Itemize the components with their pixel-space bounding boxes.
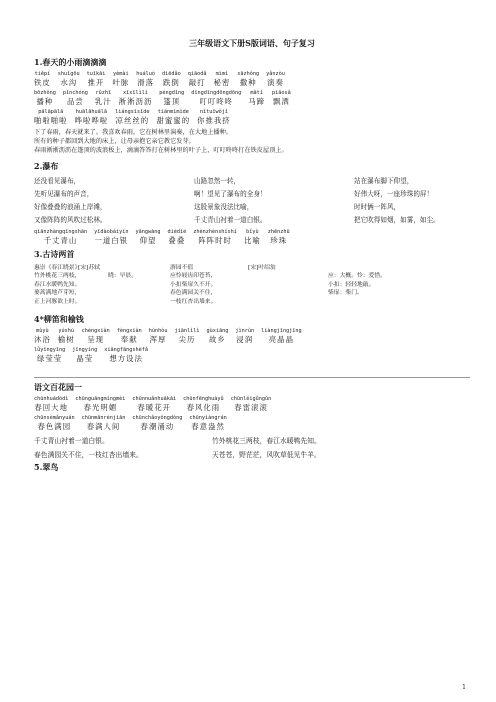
section-heading-4: 4*柳笛和榆钱 [34, 314, 84, 325]
pinyin: yǎngwàng [135, 229, 161, 235]
poem-cell: 小扣：轻轻地敲。 [328, 281, 375, 288]
vocab-word [34, 90, 56, 106]
hanzi: 飘洒 [273, 97, 290, 106]
pinyin: yúshù [58, 328, 74, 335]
poem-table-row [34, 281, 470, 289]
hanzi: 演奏 [267, 78, 284, 87]
poem-row [34, 214, 470, 226]
vocab-word [34, 396, 68, 412]
vocab-word [231, 396, 272, 412]
poem-cell: 柴扉：柴门。 [328, 290, 363, 297]
hanzi: 淅淅沥沥 [118, 97, 153, 106]
pinyin: huālāhuālā [75, 109, 107, 115]
poem-line: 千丈青山衬着一道白银。 [194, 216, 267, 224]
poem-table-row [34, 289, 470, 297]
sentence: 春雨淅淅沥沥在篷顶的波浪板上，滴滴答答打在树林里的叶子上，叮叮咚咚打在铁皮屋顶上。 [34, 147, 288, 154]
hanzi: 敲打 [188, 78, 206, 87]
garden-lines [34, 434, 470, 462]
pinyin: yǎnzòu [266, 71, 285, 77]
pinyin: chūnnuǎnhuākāi [132, 396, 177, 403]
vocab-word [58, 328, 75, 344]
hanzi: 仰望 [139, 236, 157, 245]
hanzi: 春雷滚滚 [234, 403, 268, 413]
pinyin: chūnyìàngrán [189, 415, 227, 422]
hanzi: 春光明媚 [83, 403, 118, 413]
section-heading-garden: 语文百花园一 [34, 382, 82, 393]
vocab-word [167, 229, 186, 245]
vocab-word [95, 90, 112, 106]
vocab-word [82, 328, 110, 344]
hanzi: 叠叠 [168, 236, 186, 245]
pinyin: chūnfēnghuàyǔ [183, 396, 224, 403]
vocab-row-2 [34, 229, 470, 245]
pinyin: chūnsèmǎnyuán [34, 415, 75, 422]
vocab-word [34, 109, 68, 125]
poem-line: 啊！望见了瀑布的全身！ [194, 190, 267, 198]
hanzi: 春潮涌动 [140, 422, 175, 432]
hanzi: 秘密 [213, 78, 231, 87]
poem-cell: 春江水暖鸭先知。 [34, 281, 81, 288]
hanzi: 绿莹莹 [37, 354, 63, 364]
poem-line: 这股景象没法比喻， [194, 203, 254, 211]
hanzi: 春风化雨 [186, 403, 221, 413]
vocab-word [213, 71, 230, 87]
garden-line-row [34, 434, 470, 448]
vocab-word [34, 229, 87, 245]
vocab-word [82, 415, 126, 431]
poem-line: 好像叠叠的浪涌上岸滩， [34, 203, 107, 211]
pinyin: mìmì [215, 71, 229, 77]
pinyin: chūnguāngmíngmèi [75, 396, 126, 403]
hanzi: 水沟 [60, 78, 78, 87]
pinyin: chūnmǎnrénjiān [81, 415, 126, 422]
hanzi: 浸润 [236, 335, 254, 345]
ancient-poems [34, 264, 470, 306]
poem-cell: 应怜屐齿印苍苔， [170, 273, 217, 280]
pinyin: bǐyù [246, 229, 259, 235]
vocab-word [197, 109, 231, 125]
poem-cell: 晓：早晨。 [108, 273, 137, 280]
hanzi: 浑厚 [149, 335, 167, 345]
pinyin: chūnhuádòdì [34, 396, 69, 403]
hanzi: 春暖花开 [137, 403, 171, 413]
poem-table-row [34, 272, 470, 280]
vocab-word [189, 415, 226, 431]
pinyin: chéngxiàn [81, 328, 110, 335]
pinyin: lǜyīngyīng [34, 347, 66, 354]
pinyin: xīxīlìlì [122, 90, 148, 96]
hanzi: 故乡 [208, 335, 226, 345]
vocab-word [272, 90, 291, 106]
pinyin: pālāpālā [38, 109, 64, 115]
hanzi: 凉丝丝的 [115, 116, 150, 125]
vocab-word [94, 229, 128, 245]
vocab-row [34, 347, 470, 363]
pinyin: zhēnzhū [267, 229, 290, 235]
hanzi: 春回大地 [34, 403, 68, 413]
hanzi: 春意盎然 [191, 422, 225, 432]
vocab-word [34, 415, 75, 431]
hanzi: 品尝 [66, 97, 84, 106]
hanzi: 叮叮咚咚 [199, 97, 234, 106]
hanzi: 沐浴 [34, 335, 51, 345]
sentence: 下了春雨，春天就来了。我喜欢春雨，它在树林里演奏，在大地上播种。 [34, 129, 232, 136]
vocab-grid-1 [34, 71, 470, 125]
pinyin: tiěpí [34, 71, 51, 77]
hanzi: 春色满园 [37, 422, 72, 432]
hanzi: 铁皮 [34, 78, 51, 87]
vocab-word [63, 90, 88, 106]
vocab-word [119, 90, 153, 106]
vocab-word [188, 71, 207, 87]
hanzi: 一道白银 [94, 236, 129, 245]
pinyin: piāosǎ [272, 90, 291, 96]
vocab-word [75, 396, 125, 412]
vocab-word [115, 109, 149, 125]
hanzi: 千丈青山 [43, 236, 78, 245]
hanzi: 滑落 [137, 78, 154, 87]
poem-line: 先听见瀑布的声音， [34, 190, 94, 198]
pinyin: tiánmìmìde [157, 109, 189, 115]
vocab-word [191, 90, 241, 106]
page-number: 1 [462, 684, 466, 691]
pinyin: qiāodǎ [187, 71, 207, 77]
vocab-word [132, 415, 182, 431]
hanzi: 甜蜜蜜的 [156, 116, 191, 125]
vocab-word [235, 328, 254, 344]
vocab-row [34, 90, 470, 106]
hanzi: 想方设法 [109, 354, 143, 364]
vocab-word [112, 71, 129, 87]
poem-line: 又像阵阵的风吹过松林。 [34, 216, 107, 224]
pinyin: liángsīsīde [115, 109, 150, 115]
pinyin: diédié [167, 229, 187, 235]
garden-line: 竹外桃花三两枝，春江水暖鸭先知。 [212, 437, 321, 446]
poem-cell: 正上河豚欲上时。 [34, 298, 81, 305]
vocab-word [34, 347, 65, 363]
pinyin: yīdàobáiyín [94, 229, 129, 235]
poem-line: 山路忽然一转， [194, 177, 241, 185]
vocab-word [132, 396, 176, 412]
vocab-word [136, 71, 155, 87]
pinyin: dīngdīngdōngdōng [191, 90, 242, 96]
vocab-word [248, 90, 265, 106]
vocab-row [34, 415, 470, 431]
poem-cell: 游园不值 [170, 265, 194, 271]
vocab-word [244, 229, 261, 245]
poem-lines-2 [34, 175, 470, 226]
pinyin: chūnchǎoyǒngdòng [132, 415, 183, 422]
section-divider [34, 377, 470, 378]
page-title: 三年级语文下册S版词语、句子复习 [189, 38, 315, 48]
poem-line: 好伟大呀，一座珍珠的屏！ [354, 190, 434, 198]
pinyin: qiānzhàngqīngshān [34, 229, 88, 235]
pinyin: mùyù [36, 328, 49, 335]
garden-line-row [34, 448, 470, 462]
poem-line: 站在瀑布脚下仰望， [354, 177, 414, 185]
pinyin: gùxiāng [206, 328, 229, 335]
pinyin: péngdǐng [159, 90, 185, 96]
poem-cell: 竹外桃花三两枝， [34, 273, 81, 280]
hanzi: 马蹄 [248, 97, 266, 106]
vocab-word [162, 71, 181, 87]
poem-row [34, 201, 470, 213]
pinyin: tuīkāi [86, 71, 106, 77]
pinyin: sāzhǒng [237, 71, 260, 77]
vocab-word [34, 71, 51, 87]
poem-table-row [34, 298, 470, 306]
pinyin: fèngxiàn [116, 328, 142, 335]
poem-cell: 应：大概。怜：爱惜。 [328, 273, 386, 280]
hanzi: 晶莹 [76, 354, 94, 364]
section-heading-3: 3.古诗两首 [34, 249, 75, 259]
vocab-word [135, 229, 160, 245]
garden-line: 千丈青山衬着一道白银。 [34, 437, 109, 446]
hanzi: 哗啦哗啦 [74, 116, 109, 125]
poem-cell: [宋]叶绍翁 [248, 265, 276, 271]
vocab-row [34, 328, 470, 344]
poem-line: 把它吹得如烟，如雾，如尘。 [354, 216, 440, 224]
hanzi: 跌倒 [162, 78, 180, 87]
hanzi: 叶脉 [112, 78, 130, 87]
vocab-word [183, 396, 224, 412]
sentence: 所有的种子都回到大地的床上，让母亲抱它亲它教它发芽。 [34, 138, 195, 145]
poem-cell: [宋]苏轼 [78, 265, 100, 271]
vocab-grid-garden [34, 396, 470, 431]
hanzi: 撒种 [239, 78, 257, 87]
poem-cell: 一枝红杏出墙来。 [170, 298, 217, 305]
poem-line: 时时俩一阵风， [354, 203, 401, 211]
vocab-word [117, 328, 142, 344]
pinyin: zhènzhènshíshí [193, 229, 237, 235]
vocab-word [75, 109, 109, 125]
vocab-word [206, 328, 228, 344]
vocab-word [58, 71, 80, 87]
pinyin: pǐnchóng [62, 90, 88, 96]
hanzi: 推开 [87, 78, 105, 87]
pinyin: yèmài [113, 71, 129, 77]
hanzi: 播种 [36, 97, 54, 106]
pinyin: nǐtuīwǒjǐ [199, 109, 228, 115]
poem-table-row [34, 264, 470, 272]
vocab-word [72, 347, 97, 363]
vocab-row [34, 109, 470, 125]
poem-line: 还没看见瀑布， [34, 177, 81, 185]
pinyin: jìnrùn [235, 328, 255, 335]
section-heading-1: 1.春天的小雨滴滴滴 [34, 57, 107, 67]
vocab-word [261, 328, 302, 344]
poem-cell: 蒌蒿满地芦芽短， [34, 290, 81, 297]
poem-cell: 惠崇《春江晓景》 [34, 265, 81, 271]
vocab-word [193, 229, 237, 245]
vocab-word [87, 71, 106, 87]
vocab-grid-4 [34, 328, 470, 363]
poem-row [34, 188, 470, 200]
section-heading-2: 2.瀑布 [34, 161, 59, 171]
vocab-word [174, 328, 199, 344]
pinyin: chūnléigǔngǔn [230, 396, 272, 403]
pinyin: shuǐgōu [57, 71, 80, 77]
hanzi: 呈现 [87, 335, 105, 345]
pinyin: rǔzhī [95, 90, 112, 96]
vocab-word [268, 229, 290, 245]
pinyin: bōzhǒng [34, 90, 56, 96]
pinyin: diēdǎo [161, 71, 181, 77]
pinyin: liàngjīngjīng [261, 328, 302, 335]
hanzi: 春满人间 [86, 422, 121, 432]
hanzi: 你推我挤 [197, 116, 231, 125]
vocab-word [266, 71, 285, 87]
hanzi: 比喻 [243, 236, 261, 245]
hanzi: 尖历 [178, 335, 196, 345]
vocab-word [159, 90, 184, 106]
pinyin: huáluò [136, 71, 155, 77]
vocab-word [149, 328, 168, 344]
hanzi: 亮晶晶 [268, 335, 294, 345]
section-heading-5: 5.翠鸟 [34, 462, 59, 473]
hanzi: 榆树 [57, 335, 75, 345]
pinyin: mǎtí [250, 90, 263, 96]
poem-cell: 春色满园关不住， [170, 290, 217, 297]
hanzi: 珍珠 [270, 236, 288, 245]
hanzi: 奉献 [120, 335, 138, 345]
poem-row [34, 175, 470, 187]
vocab-row [34, 71, 470, 87]
hanzi: 乳汁 [94, 97, 112, 106]
vocab-word [237, 71, 259, 87]
pinyin: húnhòu [148, 328, 168, 335]
sentence-group-1 [34, 128, 470, 155]
hanzi: 篷顶 [163, 97, 181, 106]
vocab-word [34, 328, 51, 344]
vocab-word [104, 347, 148, 363]
garden-line: 春色满园关不住，一枝红杏出墙来。 [34, 451, 143, 460]
garden-line: 天苍苍，野茫茫，风吹草低见牛羊。 [212, 451, 321, 460]
document-page [34, 38, 470, 476]
pinyin: xiǎngfāngshèfǎ [104, 347, 148, 354]
pinyin: jīngyíng [72, 347, 98, 354]
pinyin: jiānlìlì [174, 328, 200, 335]
poem-cell: 小扣柴扉久不开。 [170, 281, 217, 288]
vocab-row [34, 396, 470, 412]
hanzi: 啪啦啪啦 [34, 116, 68, 125]
hanzi: 阵阵时时 [198, 236, 232, 245]
vocab-word [157, 109, 191, 125]
